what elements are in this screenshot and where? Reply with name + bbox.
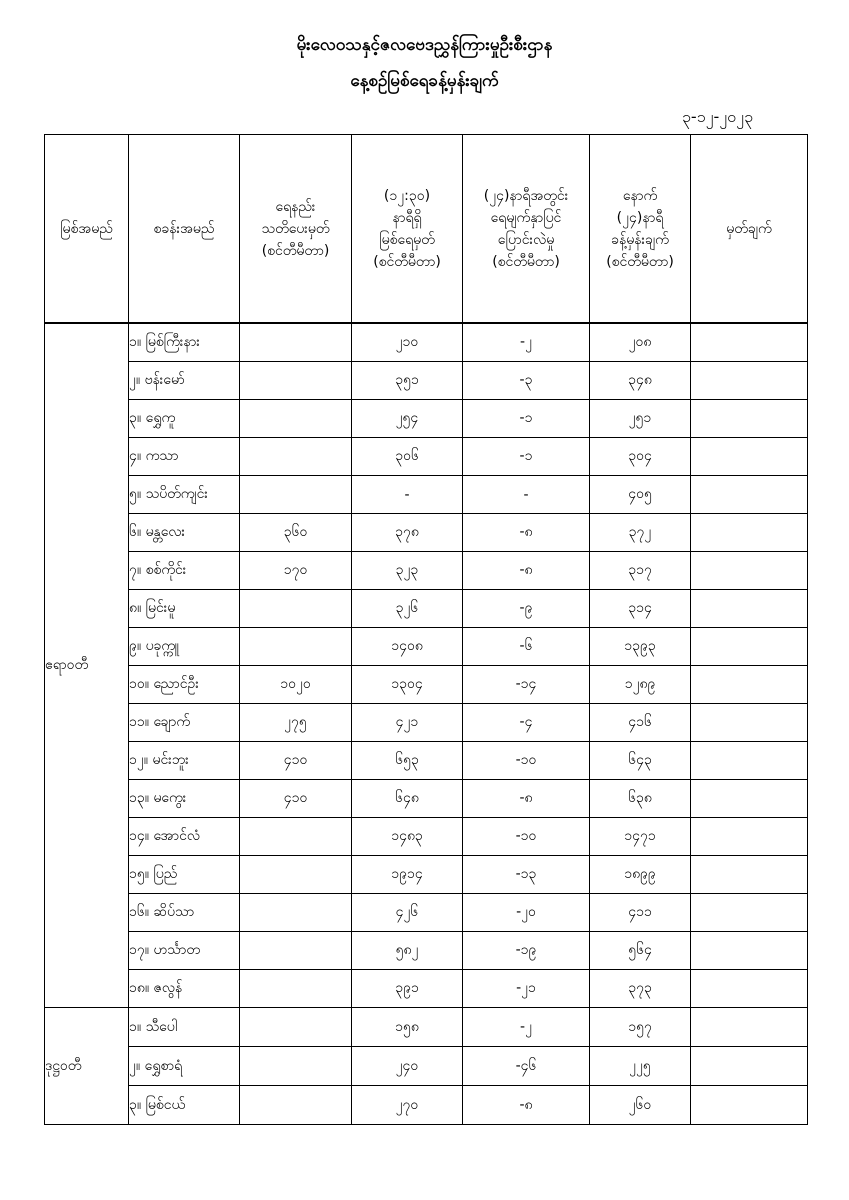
- table-row: [45, 552, 808, 590]
- water-level-cell: ၃၂၃: [352, 552, 463, 590]
- station-cell: ၆။ မန္တလေး: [129, 514, 240, 552]
- remarks-cell: [691, 818, 808, 856]
- table-row: [45, 742, 808, 780]
- water-level-cell: ၃၂၆: [352, 590, 463, 628]
- remarks-cell: [691, 1047, 808, 1086]
- change-cell: -၁: [463, 438, 590, 476]
- station-cell: ၃။ မြစ်ငယ်: [129, 1086, 240, 1125]
- remarks-cell: [691, 1086, 808, 1125]
- change-cell: -၂: [463, 1008, 590, 1047]
- change-cell: -၆: [463, 628, 590, 666]
- change-cell: -၃: [463, 362, 590, 400]
- water-level-cell: ၃၅၁: [352, 362, 463, 400]
- station-cell: ၁။ မြစ်ကြီးနား: [129, 324, 240, 362]
- danger-header-line: ရေနည်း: [275, 198, 316, 215]
- table-row: [45, 324, 808, 362]
- danger-level-cell: ၄၁၀: [240, 742, 352, 780]
- danger-level-cell: ၃၆၀: [240, 514, 352, 552]
- station-cell: ၃။ ရွှေကူ: [129, 400, 240, 438]
- forecast-cell: ၂၂၅: [590, 1047, 691, 1086]
- forecast-cell: ၂၀၈: [590, 324, 691, 362]
- forecast-cell: ၂၆၀: [590, 1086, 691, 1125]
- table-row: [45, 932, 808, 970]
- remarks-cell: [691, 438, 808, 476]
- forecast-cell: ၃၀၄: [590, 438, 691, 476]
- level-header-line: (စင်တီမီတာ): [373, 253, 441, 270]
- remarks-cell: [691, 780, 808, 818]
- station-cell: ၁၈။ ဇလွန်: [129, 970, 240, 1008]
- danger-level-cell: ၁၀၂၀: [240, 666, 352, 704]
- change-header-line: ပြောင်းလဲမှု: [497, 231, 555, 248]
- danger-level-cell: [240, 324, 352, 362]
- change-column-header: [463, 135, 590, 323]
- change-cell: -၂: [463, 324, 590, 362]
- station-cell: ၇။ စစ်ကိုင်း: [129, 552, 240, 590]
- remarks-cell: [691, 704, 808, 742]
- table-row: [45, 780, 808, 818]
- change-cell: -၁: [463, 400, 590, 438]
- change-cell: -၉: [463, 590, 590, 628]
- change-cell: -၁၉: [463, 932, 590, 970]
- level-header-line: (၁၂:၃၀): [383, 187, 431, 204]
- forecast-cell: ၄၁၁: [590, 894, 691, 932]
- water-level-cell: ၃၇၈: [352, 514, 463, 552]
- station-cell: ၁၁။ ချောက်: [129, 704, 240, 742]
- table-row: [45, 704, 808, 742]
- change-cell: -၁၀: [463, 818, 590, 856]
- danger-level-cell: [240, 476, 352, 514]
- remarks-cell: [691, 590, 808, 628]
- table-row: [45, 590, 808, 628]
- table-row: [45, 666, 808, 704]
- table-row: [45, 856, 808, 894]
- remarks-cell: [691, 400, 808, 438]
- table-row: [45, 628, 808, 666]
- forecast-cell: ၁၄၇၁: [590, 818, 691, 856]
- danger-level-cell: [240, 970, 352, 1008]
- level-header-line: နာရီရှိ: [392, 209, 422, 226]
- danger-level-cell: [240, 438, 352, 476]
- danger-level-cell: [240, 400, 352, 438]
- table-row: [45, 894, 808, 932]
- table-row: [45, 1086, 808, 1125]
- station-cell: ၁၄။ အောင်လံ: [129, 818, 240, 856]
- water-level-cell: -: [352, 476, 463, 514]
- forecast-cell: ၆၄၃: [590, 742, 691, 780]
- page-subtitle: နေ့စဉ်မြစ်ရေခန့်မှန်းချက်: [350, 71, 499, 91]
- remarks-cell: [691, 932, 808, 970]
- forecast-column-header: [590, 135, 691, 323]
- change-cell: -၄: [463, 704, 590, 742]
- station-cell: ၁၀။ ညောင်ဦး: [129, 666, 240, 704]
- remarks-cell: [691, 362, 808, 400]
- danger-level-cell: [240, 628, 352, 666]
- water-level-cell: ၁၃၀၄: [352, 666, 463, 704]
- remarks-cell: [691, 476, 808, 514]
- forecast-cell: ၁၂၈၉: [590, 666, 691, 704]
- table-row: [45, 476, 808, 514]
- table-row: [45, 400, 808, 438]
- forecast-cell: ၃၇၃: [590, 970, 691, 1008]
- forecast-cell: ၂၅၁: [590, 400, 691, 438]
- danger-level-cell: [240, 932, 352, 970]
- forecast-cell: ၁၈၉၉: [590, 856, 691, 894]
- danger-level-cell: [240, 1008, 352, 1047]
- water-level-column-header: [352, 135, 463, 323]
- forecast-cell: ၁၃၉၃: [590, 628, 691, 666]
- water-level-cell: ၄၂၁: [352, 704, 463, 742]
- danger-header-line: (စင်တီမီတာ): [261, 242, 330, 259]
- water-level-cell: ၁၄၈၃: [352, 818, 463, 856]
- water-level-cell: ၂၇၀: [352, 1086, 463, 1125]
- station-column-header: စခန်းအမည်: [129, 135, 240, 323]
- change-cell: -: [463, 476, 590, 514]
- forecast-header-line: (၂၄)နာရီ: [616, 209, 664, 226]
- change-cell: -၁၄: [463, 666, 590, 704]
- river-name-cell: ဒုဋ္ဌဝတီ: [45, 1008, 129, 1125]
- forecast-cell: ၃၄၈: [590, 362, 691, 400]
- water-level-cell: ၁၄၀၈: [352, 628, 463, 666]
- station-cell: ၅။ သပိတ်ကျင်း: [129, 476, 240, 514]
- remarks-cell: [691, 1008, 808, 1047]
- remarks-cell: [691, 552, 808, 590]
- table-row: [45, 438, 808, 476]
- forecast-header-line: (စင်တီမီတာ): [606, 253, 674, 270]
- water-level-cell: ၂၁၀: [352, 324, 463, 362]
- water-level-cell: ၂၄၀: [352, 1047, 463, 1086]
- remarks-cell: [691, 894, 808, 932]
- remarks-cell: [691, 742, 808, 780]
- forecast-cell: ၁၅၇: [590, 1008, 691, 1047]
- remarks-cell: [691, 970, 808, 1008]
- forecast-header-line: နောက်: [622, 187, 658, 204]
- station-cell: ၁၆။ ဆိပ်သာ: [129, 894, 240, 932]
- station-cell: ၁၅။ ပြည်: [129, 856, 240, 894]
- forecast-cell: ၄၀၅: [590, 476, 691, 514]
- water-level-cell: ၄၂၆: [352, 894, 463, 932]
- river-level-table: [44, 134, 808, 1125]
- station-cell: ၉။ ပခုက္ကူ: [129, 628, 240, 666]
- danger-level-cell: [240, 818, 352, 856]
- station-cell: ၁၂။ မင်းဘူး: [129, 742, 240, 780]
- danger-level-cell: [240, 1086, 352, 1125]
- report-date: ၃-၁၂-၂၀၂၃: [681, 107, 753, 126]
- forecast-header-line: ခန့်မှန်းချက်: [611, 231, 669, 248]
- change-cell: -၈: [463, 780, 590, 818]
- danger-level-cell: [240, 362, 352, 400]
- forecast-cell: ၃၁၇: [590, 552, 691, 590]
- danger-level-cell: [240, 856, 352, 894]
- table-row: [45, 514, 808, 552]
- change-cell: -၈: [463, 514, 590, 552]
- station-cell: ၄။ ကသာ: [129, 438, 240, 476]
- forecast-cell: ၃၁၄: [590, 590, 691, 628]
- table-row: [45, 362, 808, 400]
- remarks-cell: [691, 514, 808, 552]
- danger-level-cell: ၂၇၅: [240, 704, 352, 742]
- change-cell: -၂၁: [463, 970, 590, 1008]
- station-cell: ၂။ ရွှေစာရံ: [129, 1047, 240, 1086]
- change-header-line: ရေမျက်နှာပြင်: [490, 209, 562, 226]
- water-level-cell: ၁၉၁၄: [352, 856, 463, 894]
- danger-level-cell: [240, 894, 352, 932]
- station-cell: ၈။ မြင်းမူ: [129, 590, 240, 628]
- danger-level-column-header: [240, 135, 352, 323]
- remarks-cell: [691, 324, 808, 362]
- water-level-cell: ၆၅၃: [352, 742, 463, 780]
- table-row: [45, 1008, 808, 1047]
- station-cell: ၁။ သီပေါ: [129, 1008, 240, 1047]
- forecast-cell: ၆၃၈: [590, 780, 691, 818]
- change-header-line: (စင်တီမီတာ): [492, 253, 560, 270]
- change-cell: -၁၀: [463, 742, 590, 780]
- water-level-cell: ၂၅၄: [352, 400, 463, 438]
- danger-level-cell: ၄၁၀: [240, 780, 352, 818]
- table-row: [45, 818, 808, 856]
- danger-level-cell: [240, 590, 352, 628]
- table-header-row: [45, 135, 808, 323]
- page-title: မိုးလေဝသနှင့်ဇလဗေဒညွှန်ကြားမှုဦးစီးဌာန: [296, 35, 553, 55]
- water-level-cell: ၃၀၆: [352, 438, 463, 476]
- danger-level-cell: ၁၇၀: [240, 552, 352, 590]
- change-cell: -၈: [463, 552, 590, 590]
- river-column-header: မြစ်အမည်: [45, 135, 129, 323]
- danger-header-line: သတိပေးမှတ်: [261, 220, 330, 237]
- remarks-cell: [691, 856, 808, 894]
- remarks-column-header: မှတ်ချက်: [691, 135, 808, 323]
- change-cell: -၈: [463, 1086, 590, 1125]
- water-level-cell: ၃၉၁: [352, 970, 463, 1008]
- water-level-cell: ၁၅၈: [352, 1008, 463, 1047]
- water-level-cell: ၆၄၈: [352, 780, 463, 818]
- river-name-cell: ဧရာဝတီ: [45, 324, 129, 1008]
- change-cell: -၁၃: [463, 856, 590, 894]
- station-cell: ၁၃။ မကွေး: [129, 780, 240, 818]
- station-cell: ၂။ ဗန်းမော်: [129, 362, 240, 400]
- change-cell: -၄၆: [463, 1047, 590, 1086]
- water-level-cell: ၅၈၂: [352, 932, 463, 970]
- table-row: [45, 1047, 808, 1086]
- remarks-cell: [691, 628, 808, 666]
- danger-level-cell: [240, 1047, 352, 1086]
- table-row: [45, 970, 808, 1008]
- forecast-cell: ၄၁၆: [590, 704, 691, 742]
- station-cell: ၁၇။ ဟင်္သာတ: [129, 932, 240, 970]
- forecast-cell: ၅၆၄: [590, 932, 691, 970]
- remarks-cell: [691, 666, 808, 704]
- forecast-cell: ၃၇၂: [590, 514, 691, 552]
- change-header-line: (၂၄)နာရီအတွင်း: [483, 187, 569, 204]
- level-header-line: မြစ်ရေမှတ်: [379, 231, 435, 248]
- change-cell: -၂၀: [463, 894, 590, 932]
